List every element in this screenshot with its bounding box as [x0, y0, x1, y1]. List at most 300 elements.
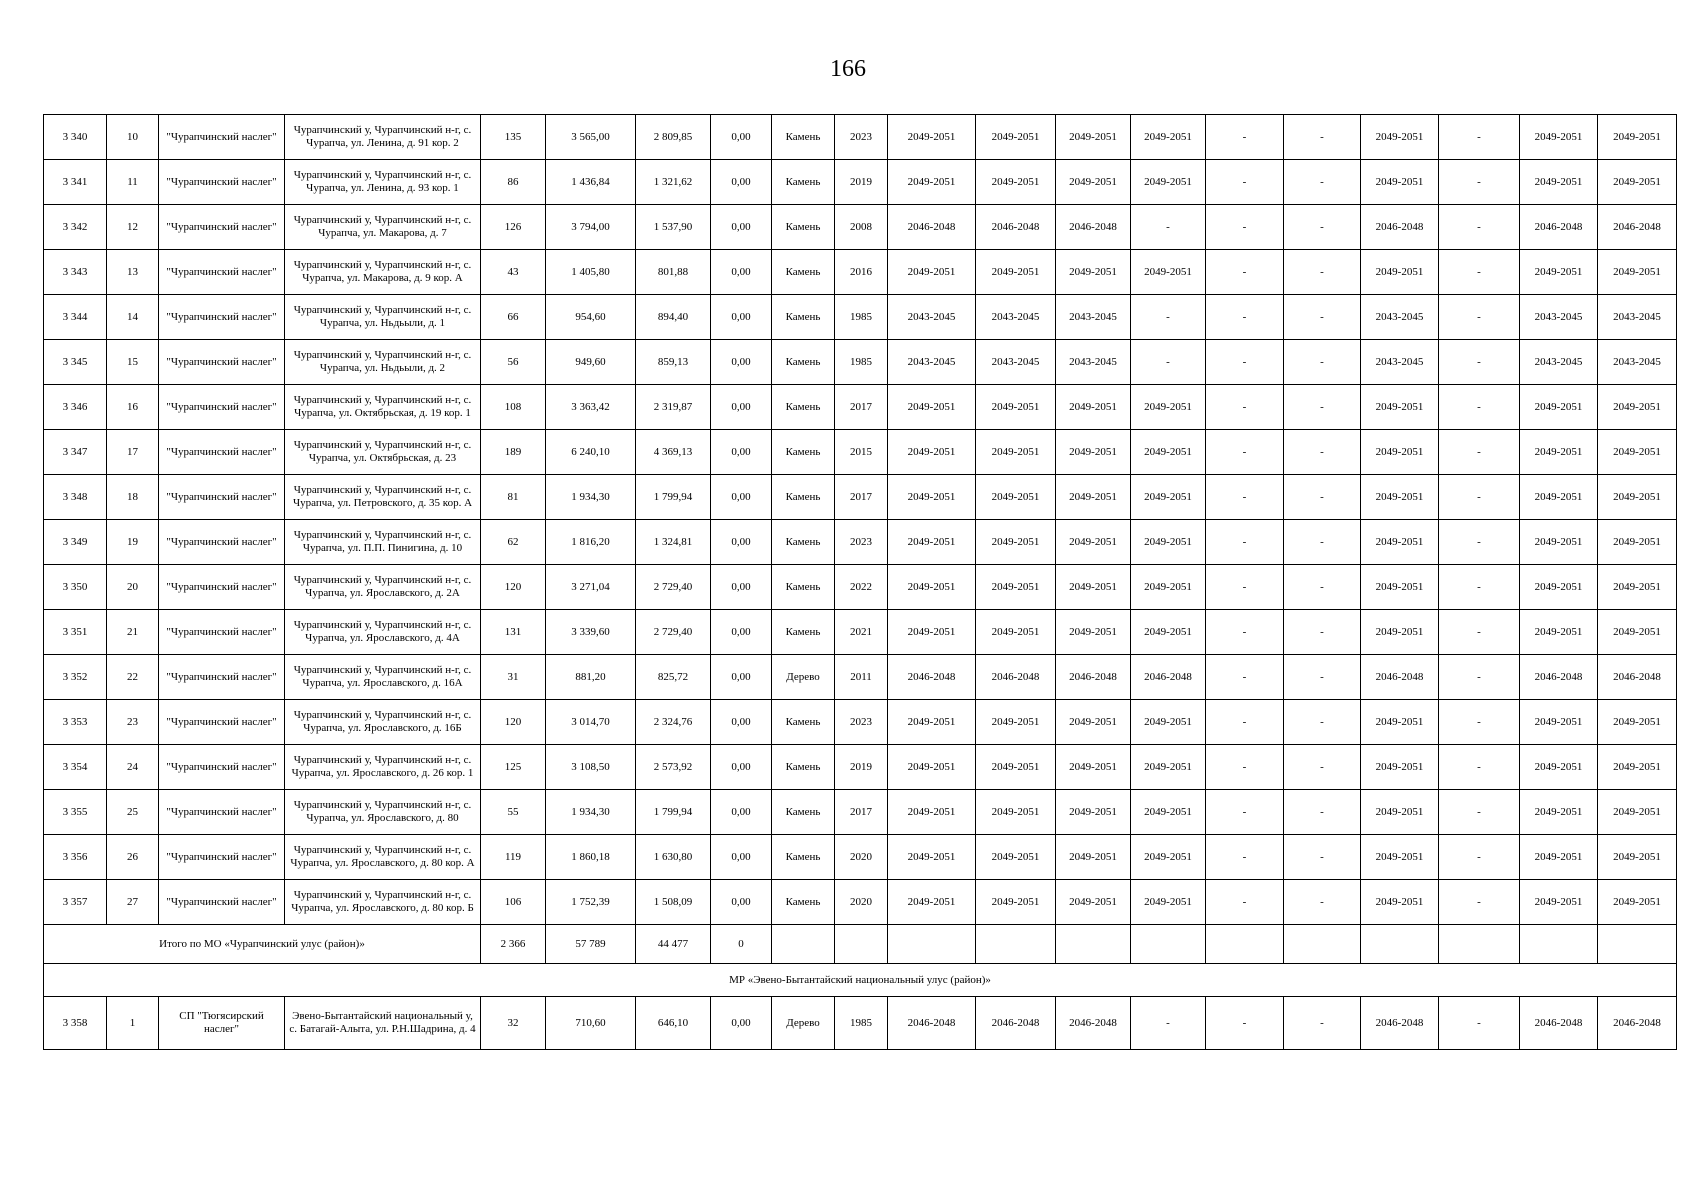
- period-6: -: [1284, 880, 1361, 925]
- period-5: -: [1206, 205, 1284, 250]
- address: Чурапчинский у, Чурапчинский н-г, с. Чурапча, ул. Октябрьская, д. 19 кор. 1: [285, 385, 481, 430]
- period-3: 2049-2051: [1056, 475, 1131, 520]
- address: Чурапчинский у, Чурапчинский н-г, с. Чурапча, ул. П.П. Пинигина, д. 10: [285, 520, 481, 565]
- period-5: -: [1206, 997, 1284, 1050]
- period-4: -: [1131, 295, 1206, 340]
- row-index: 22: [107, 655, 159, 700]
- wall-material: Камень: [772, 205, 835, 250]
- wall-material: Камень: [772, 880, 835, 925]
- wall-material: Камень: [772, 385, 835, 430]
- period-2: 2049-2051: [976, 790, 1056, 835]
- period-9: 2049-2051: [1520, 700, 1598, 745]
- period-1: 2049-2051: [888, 835, 976, 880]
- empty-cell: [1439, 925, 1520, 964]
- residents-count: 106: [481, 880, 546, 925]
- period-7: 2049-2051: [1361, 880, 1439, 925]
- row-number: 3 357: [44, 880, 107, 925]
- wall-material: Камень: [772, 745, 835, 790]
- build-year: 2023: [835, 700, 888, 745]
- residents-count: 131: [481, 610, 546, 655]
- period-3: 2049-2051: [1056, 115, 1131, 160]
- living-area: 1 630,80: [636, 835, 711, 880]
- emergency-area: 0,00: [711, 385, 772, 430]
- address: Чурапчинский у, Чурапчинский н-г, с. Чурапча, ул. Ньдьыли, д. 1: [285, 295, 481, 340]
- total-area: 1 816,20: [546, 520, 636, 565]
- emergency-area: 0,00: [711, 565, 772, 610]
- period-2: 2049-2051: [976, 250, 1056, 295]
- living-area: 646,10: [636, 997, 711, 1050]
- build-year: 2023: [835, 520, 888, 565]
- period-4: 2049-2051: [1131, 250, 1206, 295]
- period-1: 2049-2051: [888, 565, 976, 610]
- period-8: -: [1439, 565, 1520, 610]
- row-number: 3 352: [44, 655, 107, 700]
- wall-material: Камень: [772, 340, 835, 385]
- period-6: -: [1284, 115, 1361, 160]
- build-year: 2020: [835, 880, 888, 925]
- period-5: -: [1206, 115, 1284, 160]
- period-10: 2049-2051: [1598, 565, 1677, 610]
- period-2: 2046-2048: [976, 997, 1056, 1050]
- living-area: 1 799,94: [636, 790, 711, 835]
- total-area: 3 271,04: [546, 565, 636, 610]
- period-6: -: [1284, 565, 1361, 610]
- table-row: [44, 250, 1677, 295]
- wall-material: Камень: [772, 295, 835, 340]
- period-5: -: [1206, 610, 1284, 655]
- residents-count: 108: [481, 385, 546, 430]
- period-9: 2049-2051: [1520, 610, 1598, 655]
- residents-count: 62: [481, 520, 546, 565]
- period-6: -: [1284, 700, 1361, 745]
- period-4: 2049-2051: [1131, 610, 1206, 655]
- period-5: -: [1206, 250, 1284, 295]
- total-label: Итого по МО «Чурапчинский улус (район)»: [44, 925, 481, 964]
- row-index: 26: [107, 835, 159, 880]
- living-area: 2 324,76: [636, 700, 711, 745]
- residents-count: 31: [481, 655, 546, 700]
- period-2: 2049-2051: [976, 700, 1056, 745]
- period-10: 2049-2051: [1598, 700, 1677, 745]
- period-1: 2046-2048: [888, 205, 976, 250]
- address: Эвено-Бытантайский национальный у, с. Батагай-Алыта, ул. Р.Н.Шадрина, д. 4: [285, 997, 481, 1050]
- period-9: 2043-2045: [1520, 340, 1598, 385]
- organization: "Чурапчинский наслег": [159, 205, 285, 250]
- emergency-area: 0,00: [711, 790, 772, 835]
- period-9: 2049-2051: [1520, 475, 1598, 520]
- residents-count: 66: [481, 295, 546, 340]
- residents-count: 120: [481, 565, 546, 610]
- period-8: -: [1439, 115, 1520, 160]
- total-area: 3 565,00: [546, 115, 636, 160]
- period-4: 2049-2051: [1131, 700, 1206, 745]
- table-row: [44, 115, 1677, 160]
- build-year: 1985: [835, 997, 888, 1050]
- period-6: -: [1284, 475, 1361, 520]
- living-area: 1 799,94: [636, 475, 711, 520]
- organization: "Чурапчинский наслег": [159, 295, 285, 340]
- organization: "Чурапчинский наслег": [159, 880, 285, 925]
- address: Чурапчинский у, Чурапчинский н-г, с. Чурапча, ул. Ярославского, д. 26 кор. 1: [285, 745, 481, 790]
- period-8: -: [1439, 700, 1520, 745]
- period-10: 2043-2045: [1598, 340, 1677, 385]
- period-1: 2049-2051: [888, 475, 976, 520]
- period-7: 2049-2051: [1361, 745, 1439, 790]
- period-3: 2049-2051: [1056, 430, 1131, 475]
- period-10: 2046-2048: [1598, 205, 1677, 250]
- table-row: [44, 880, 1677, 925]
- period-2: 2043-2045: [976, 295, 1056, 340]
- period-5: -: [1206, 520, 1284, 565]
- period-5: -: [1206, 385, 1284, 430]
- organization: "Чурапчинский наслег": [159, 385, 285, 430]
- living-area: 2 319,87: [636, 385, 711, 430]
- period-10: 2046-2048: [1598, 655, 1677, 700]
- address: Чурапчинский у, Чурапчинский н-г, с. Чурапча, ул. Ярославского, д. 4А: [285, 610, 481, 655]
- wall-material: Дерево: [772, 997, 835, 1050]
- period-1: 2049-2051: [888, 790, 976, 835]
- total-emergency: 0: [711, 925, 772, 964]
- period-6: -: [1284, 655, 1361, 700]
- build-year: 2022: [835, 565, 888, 610]
- period-7: 2049-2051: [1361, 250, 1439, 295]
- period-10: 2043-2045: [1598, 295, 1677, 340]
- period-3: 2046-2048: [1056, 205, 1131, 250]
- row-number: 3 345: [44, 340, 107, 385]
- living-area: 1 321,62: [636, 160, 711, 205]
- total-area: 1 934,30: [546, 790, 636, 835]
- living-area: 801,88: [636, 250, 711, 295]
- period-2: 2049-2051: [976, 475, 1056, 520]
- emergency-area: 0,00: [711, 997, 772, 1050]
- period-2: 2049-2051: [976, 745, 1056, 790]
- period-4: 2049-2051: [1131, 790, 1206, 835]
- address: Чурапчинский у, Чурапчинский н-г, с. Чурапча, ул. Ленина, д. 91 кор. 2: [285, 115, 481, 160]
- period-3: 2049-2051: [1056, 160, 1131, 205]
- period-3: 2049-2051: [1056, 520, 1131, 565]
- total-area: 3 794,00: [546, 205, 636, 250]
- row-number: 3 344: [44, 295, 107, 340]
- emergency-area: 0,00: [711, 295, 772, 340]
- period-2: 2049-2051: [976, 880, 1056, 925]
- period-4: -: [1131, 340, 1206, 385]
- period-6: -: [1284, 340, 1361, 385]
- row-number: 3 346: [44, 385, 107, 430]
- row-index: 20: [107, 565, 159, 610]
- period-4: -: [1131, 997, 1206, 1050]
- row-number: 3 354: [44, 745, 107, 790]
- row-index: 17: [107, 430, 159, 475]
- address: Чурапчинский у, Чурапчинский н-г, с. Чурапча, ул. Ярославского, д. 80: [285, 790, 481, 835]
- living-area: 4 369,13: [636, 430, 711, 475]
- wall-material: Камень: [772, 835, 835, 880]
- row-index: 19: [107, 520, 159, 565]
- period-8: -: [1439, 835, 1520, 880]
- period-1: 2046-2048: [888, 997, 976, 1050]
- register-body: [44, 115, 1677, 1050]
- period-3: 2049-2051: [1056, 610, 1131, 655]
- period-6: -: [1284, 295, 1361, 340]
- living-area: 1 537,90: [636, 205, 711, 250]
- build-year: 2015: [835, 430, 888, 475]
- period-6: -: [1284, 790, 1361, 835]
- table-row: [44, 790, 1677, 835]
- period-5: -: [1206, 835, 1284, 880]
- address: Чурапчинский у, Чурапчинский н-г, с. Чурапча, ул. Ярославского, д. 80 кор. А: [285, 835, 481, 880]
- row-number: 3 342: [44, 205, 107, 250]
- district-header-row: [44, 964, 1677, 997]
- period-7: 2043-2045: [1361, 340, 1439, 385]
- period-10: 2049-2051: [1598, 880, 1677, 925]
- organization: "Чурапчинский наслег": [159, 700, 285, 745]
- empty-cell: [1284, 925, 1361, 964]
- row-number: 3 358: [44, 997, 107, 1050]
- period-5: -: [1206, 475, 1284, 520]
- emergency-area: 0,00: [711, 115, 772, 160]
- total-row: [44, 925, 1677, 964]
- emergency-area: 0,00: [711, 610, 772, 655]
- period-6: -: [1284, 745, 1361, 790]
- period-5: -: [1206, 880, 1284, 925]
- organization: "Чурапчинский наслег": [159, 610, 285, 655]
- period-6: -: [1284, 610, 1361, 655]
- period-6: -: [1284, 160, 1361, 205]
- period-4: 2049-2051: [1131, 475, 1206, 520]
- period-3: 2049-2051: [1056, 385, 1131, 430]
- period-5: -: [1206, 745, 1284, 790]
- period-1: 2043-2045: [888, 340, 976, 385]
- period-3: 2049-2051: [1056, 700, 1131, 745]
- emergency-area: 0,00: [711, 880, 772, 925]
- total-area: 1 405,80: [546, 250, 636, 295]
- period-10: 2049-2051: [1598, 250, 1677, 295]
- page-number: 166: [830, 56, 866, 82]
- living-area: 1 508,09: [636, 880, 711, 925]
- period-7: 2043-2045: [1361, 295, 1439, 340]
- period-10: 2049-2051: [1598, 160, 1677, 205]
- period-8: -: [1439, 880, 1520, 925]
- table-row: [44, 430, 1677, 475]
- living-area: 2 729,40: [636, 610, 711, 655]
- table-row: [44, 205, 1677, 250]
- build-year: 2011: [835, 655, 888, 700]
- total-living-area: 44 477: [636, 925, 711, 964]
- period-4: -: [1131, 205, 1206, 250]
- organization: "Чурапчинский наслег": [159, 565, 285, 610]
- period-5: -: [1206, 160, 1284, 205]
- table-row: [44, 340, 1677, 385]
- empty-cell: [772, 925, 835, 964]
- row-index: 16: [107, 385, 159, 430]
- wall-material: Камень: [772, 475, 835, 520]
- emergency-area: 0,00: [711, 205, 772, 250]
- period-5: -: [1206, 340, 1284, 385]
- residents-count: 32: [481, 997, 546, 1050]
- period-7: 2049-2051: [1361, 520, 1439, 565]
- period-8: -: [1439, 250, 1520, 295]
- total-area: 710,60: [546, 997, 636, 1050]
- period-8: -: [1439, 205, 1520, 250]
- period-10: 2049-2051: [1598, 520, 1677, 565]
- period-9: 2049-2051: [1520, 385, 1598, 430]
- emergency-area: 0,00: [711, 475, 772, 520]
- period-9: 2049-2051: [1520, 115, 1598, 160]
- organization: "Чурапчинский наслег": [159, 475, 285, 520]
- period-9: 2049-2051: [1520, 520, 1598, 565]
- address: Чурапчинский у, Чурапчинский н-г, с. Чурапча, ул. Петровского, д. 35 кор. А: [285, 475, 481, 520]
- period-7: 2049-2051: [1361, 700, 1439, 745]
- table-row: [44, 295, 1677, 340]
- table-row: [44, 565, 1677, 610]
- address: Чурапчинский у, Чурапчинский н-г, с. Чурапча, ул. Ленина, д. 93 кор. 1: [285, 160, 481, 205]
- organization: "Чурапчинский наслег": [159, 160, 285, 205]
- row-number: 3 341: [44, 160, 107, 205]
- total-total-area: 57 789: [546, 925, 636, 964]
- period-1: 2043-2045: [888, 295, 976, 340]
- period-4: 2049-2051: [1131, 565, 1206, 610]
- organization: "Чурапчинский наслег": [159, 115, 285, 160]
- residents-count: 81: [481, 475, 546, 520]
- row-index: 1: [107, 997, 159, 1050]
- period-9: 2049-2051: [1520, 880, 1598, 925]
- period-7: 2049-2051: [1361, 115, 1439, 160]
- row-index: 11: [107, 160, 159, 205]
- organization: "Чурапчинский наслег": [159, 250, 285, 295]
- period-8: -: [1439, 610, 1520, 655]
- period-3: 2043-2045: [1056, 340, 1131, 385]
- wall-material: Камень: [772, 115, 835, 160]
- total-area: 881,20: [546, 655, 636, 700]
- period-8: -: [1439, 745, 1520, 790]
- period-2: 2049-2051: [976, 385, 1056, 430]
- total-residents: 2 366: [481, 925, 546, 964]
- period-7: 2046-2048: [1361, 997, 1439, 1050]
- period-3: 2049-2051: [1056, 565, 1131, 610]
- period-2: 2046-2048: [976, 205, 1056, 250]
- period-4: 2049-2051: [1131, 520, 1206, 565]
- total-area: 3 108,50: [546, 745, 636, 790]
- empty-cell: [1520, 925, 1598, 964]
- empty-cell: [888, 925, 976, 964]
- living-area: 859,13: [636, 340, 711, 385]
- emergency-area: 0,00: [711, 250, 772, 295]
- build-year: 2017: [835, 385, 888, 430]
- empty-cell: [976, 925, 1056, 964]
- empty-cell: [1361, 925, 1439, 964]
- period-1: 2049-2051: [888, 880, 976, 925]
- period-2: 2046-2048: [976, 655, 1056, 700]
- address: Чурапчинский у, Чурапчинский н-г, с. Чурапча, ул. Ярославского, д. 2А: [285, 565, 481, 610]
- period-1: 2049-2051: [888, 745, 976, 790]
- total-area: 3 339,60: [546, 610, 636, 655]
- period-10: 2049-2051: [1598, 475, 1677, 520]
- period-7: 2049-2051: [1361, 835, 1439, 880]
- organization: "Чурапчинский наслег": [159, 790, 285, 835]
- period-6: -: [1284, 250, 1361, 295]
- organization: "Чурапчинский наслег": [159, 430, 285, 475]
- address: Чурапчинский у, Чурапчинский н-г, с. Чурапча, ул. Октябрьская, д. 23: [285, 430, 481, 475]
- build-year: 2019: [835, 745, 888, 790]
- table-row: [44, 520, 1677, 565]
- period-8: -: [1439, 475, 1520, 520]
- wall-material: Камень: [772, 700, 835, 745]
- period-5: -: [1206, 655, 1284, 700]
- organization: "Чурапчинский наслег": [159, 835, 285, 880]
- period-10: 2049-2051: [1598, 835, 1677, 880]
- table-row: [44, 997, 1677, 1050]
- row-number: 3 351: [44, 610, 107, 655]
- residents-count: 189: [481, 430, 546, 475]
- period-1: 2049-2051: [888, 115, 976, 160]
- period-10: 2046-2048: [1598, 997, 1677, 1050]
- residents-count: 43: [481, 250, 546, 295]
- emergency-area: 0,00: [711, 160, 772, 205]
- period-7: 2049-2051: [1361, 475, 1439, 520]
- period-6: -: [1284, 835, 1361, 880]
- total-area: 6 240,10: [546, 430, 636, 475]
- period-9: 2046-2048: [1520, 655, 1598, 700]
- address: Чурапчинский у, Чурапчинский н-г, с. Чурапча, ул. Ярославского, д. 16А: [285, 655, 481, 700]
- total-area: 954,60: [546, 295, 636, 340]
- residents-count: 86: [481, 160, 546, 205]
- living-area: 894,40: [636, 295, 711, 340]
- organization: "Чурапчинский наслег": [159, 520, 285, 565]
- table-row: [44, 475, 1677, 520]
- period-4: 2049-2051: [1131, 430, 1206, 475]
- address: Чурапчинский у, Чурапчинский н-г, с. Чурапча, ул. Макарова, д. 7: [285, 205, 481, 250]
- period-9: 2049-2051: [1520, 430, 1598, 475]
- residents-count: 56: [481, 340, 546, 385]
- period-3: 2049-2051: [1056, 250, 1131, 295]
- period-3: 2043-2045: [1056, 295, 1131, 340]
- period-4: 2049-2051: [1131, 160, 1206, 205]
- period-8: -: [1439, 790, 1520, 835]
- period-6: -: [1284, 205, 1361, 250]
- row-index: 10: [107, 115, 159, 160]
- build-year: 2008: [835, 205, 888, 250]
- period-6: -: [1284, 430, 1361, 475]
- period-3: 2049-2051: [1056, 790, 1131, 835]
- build-year: 2017: [835, 790, 888, 835]
- period-7: 2049-2051: [1361, 430, 1439, 475]
- period-10: 2049-2051: [1598, 430, 1677, 475]
- period-10: 2049-2051: [1598, 115, 1677, 160]
- address: Чурапчинский у, Чурапчинский н-г, с. Чурапча, ул. Ньдьыли, д. 2: [285, 340, 481, 385]
- table-row: [44, 160, 1677, 205]
- period-4: 2049-2051: [1131, 880, 1206, 925]
- wall-material: Камень: [772, 565, 835, 610]
- period-5: -: [1206, 565, 1284, 610]
- total-area: 949,60: [546, 340, 636, 385]
- residents-count: 119: [481, 835, 546, 880]
- emergency-area: 0,00: [711, 655, 772, 700]
- row-index: 14: [107, 295, 159, 340]
- period-9: 2046-2048: [1520, 997, 1598, 1050]
- wall-material: Камень: [772, 790, 835, 835]
- build-year: 2020: [835, 835, 888, 880]
- period-9: 2049-2051: [1520, 790, 1598, 835]
- period-3: 2049-2051: [1056, 880, 1131, 925]
- period-1: 2049-2051: [888, 250, 976, 295]
- residents-count: 126: [481, 205, 546, 250]
- period-2: 2049-2051: [976, 160, 1056, 205]
- period-2: 2049-2051: [976, 610, 1056, 655]
- wall-material: Камень: [772, 520, 835, 565]
- living-area: 1 324,81: [636, 520, 711, 565]
- period-3: 2046-2048: [1056, 655, 1131, 700]
- total-area: 3 363,42: [546, 385, 636, 430]
- period-7: 2049-2051: [1361, 385, 1439, 430]
